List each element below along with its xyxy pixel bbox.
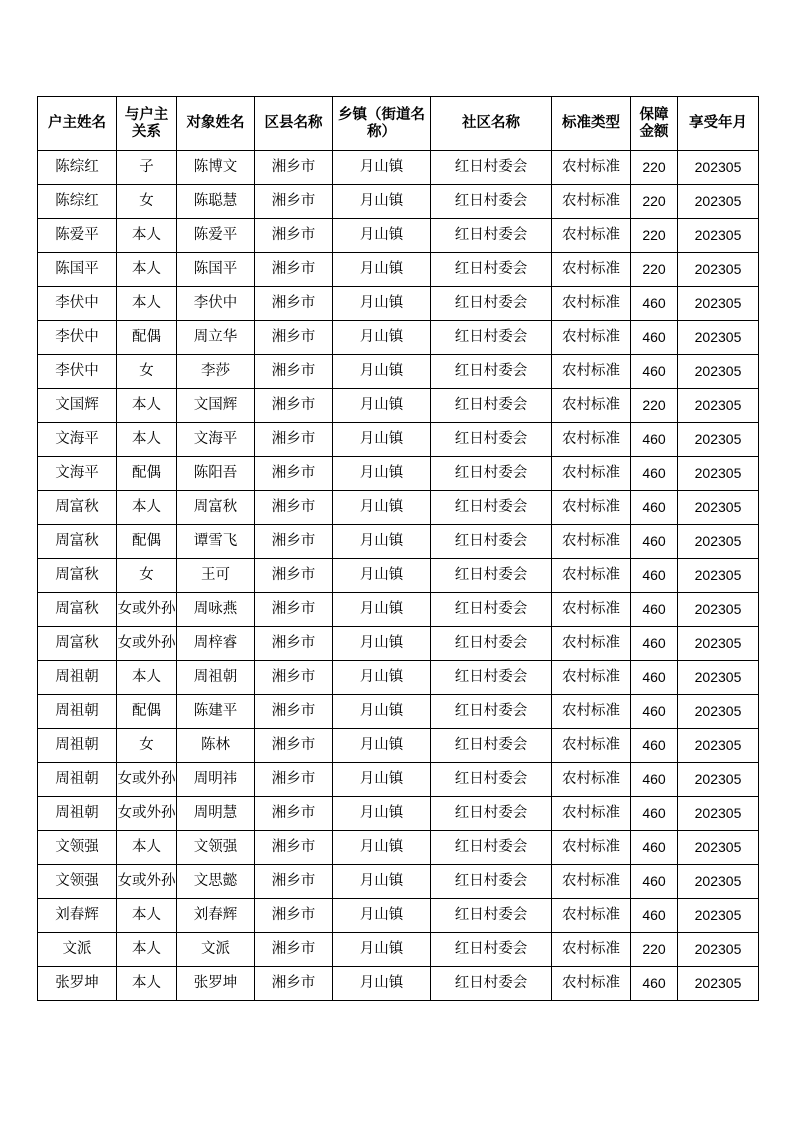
cell-period: 202305	[678, 559, 759, 593]
cell-community: 红日村委会	[431, 355, 552, 389]
cell-subject-name: 周明祎	[177, 763, 255, 797]
cell-community: 红日村委会	[431, 525, 552, 559]
cell-household-head: 周祖朝	[38, 763, 117, 797]
cell-relation: 本人	[117, 389, 177, 423]
cell-subject-name: 张罗坤	[177, 967, 255, 1001]
cell-county: 湘乡市	[255, 933, 333, 967]
table-row	[38, 185, 759, 219]
table-row	[38, 593, 759, 627]
cell-community: 红日村委会	[431, 763, 552, 797]
cell-subject-name: 陈阳吾	[177, 457, 255, 491]
cell-county: 湘乡市	[255, 967, 333, 1001]
cell-amount: 460	[631, 695, 678, 729]
header-county: 区县名称	[255, 97, 333, 151]
table-row	[38, 423, 759, 457]
cell-period: 202305	[678, 525, 759, 559]
cell-household-head: 周富秋	[38, 627, 117, 661]
cell-subject-name: 李莎	[177, 355, 255, 389]
header-standard-type: 标准类型	[552, 97, 631, 151]
table-row	[38, 729, 759, 763]
cell-subject-name: 文海平	[177, 423, 255, 457]
cell-township: 月山镇	[333, 627, 431, 661]
table-row	[38, 219, 759, 253]
cell-standard-type: 农村标准	[552, 661, 631, 695]
cell-period: 202305	[678, 389, 759, 423]
cell-household-head: 周富秋	[38, 559, 117, 593]
cell-relation: 配偶	[117, 457, 177, 491]
cell-household-head: 陈综红	[38, 185, 117, 219]
cell-period: 202305	[678, 933, 759, 967]
cell-period: 202305	[678, 253, 759, 287]
cell-standard-type: 农村标准	[552, 253, 631, 287]
table-row	[38, 899, 759, 933]
cell-amount: 460	[631, 899, 678, 933]
cell-household-head: 周祖朝	[38, 661, 117, 695]
cell-relation: 本人	[117, 219, 177, 253]
cell-standard-type: 农村标准	[552, 151, 631, 185]
table-row	[38, 661, 759, 695]
cell-county: 湘乡市	[255, 219, 333, 253]
cell-amount: 460	[631, 423, 678, 457]
cell-amount: 460	[631, 661, 678, 695]
header-row	[38, 97, 759, 151]
cell-subject-name: 文思懿	[177, 865, 255, 899]
cell-township: 月山镇	[333, 219, 431, 253]
cell-community: 红日村委会	[431, 491, 552, 525]
cell-relation: 本人	[117, 491, 177, 525]
cell-township: 月山镇	[333, 457, 431, 491]
cell-household-head: 文领强	[38, 831, 117, 865]
cell-household-head: 李伏中	[38, 287, 117, 321]
cell-community: 红日村委会	[431, 423, 552, 457]
cell-township: 月山镇	[333, 797, 431, 831]
cell-standard-type: 农村标准	[552, 321, 631, 355]
cell-community: 红日村委会	[431, 559, 552, 593]
cell-subject-name: 文领强	[177, 831, 255, 865]
cell-county: 湘乡市	[255, 559, 333, 593]
cell-amount: 220	[631, 151, 678, 185]
cell-county: 湘乡市	[255, 389, 333, 423]
table-row	[38, 865, 759, 899]
cell-county: 湘乡市	[255, 729, 333, 763]
cell-household-head: 文国辉	[38, 389, 117, 423]
cell-county: 湘乡市	[255, 321, 333, 355]
cell-period: 202305	[678, 899, 759, 933]
table-row	[38, 389, 759, 423]
table-row	[38, 287, 759, 321]
cell-period: 202305	[678, 491, 759, 525]
header-amount: 保障金额	[631, 97, 678, 151]
cell-community: 红日村委会	[431, 593, 552, 627]
cell-relation: 配偶	[117, 321, 177, 355]
table-row	[38, 355, 759, 389]
cell-period: 202305	[678, 219, 759, 253]
table-row	[38, 695, 759, 729]
subsidy-roster-table	[37, 96, 759, 1001]
cell-county: 湘乡市	[255, 287, 333, 321]
cell-township: 月山镇	[333, 831, 431, 865]
cell-standard-type: 农村标准	[552, 933, 631, 967]
cell-standard-type: 农村标准	[552, 967, 631, 1001]
cell-relation: 本人	[117, 423, 177, 457]
cell-township: 月山镇	[333, 423, 431, 457]
cell-relation: 女或外孙	[117, 797, 177, 831]
table-row	[38, 491, 759, 525]
cell-period: 202305	[678, 695, 759, 729]
cell-relation: 配偶	[117, 695, 177, 729]
cell-relation: 子	[117, 151, 177, 185]
cell-community: 红日村委会	[431, 899, 552, 933]
cell-period: 202305	[678, 661, 759, 695]
cell-subject-name: 文派	[177, 933, 255, 967]
cell-township: 月山镇	[333, 661, 431, 695]
cell-period: 202305	[678, 797, 759, 831]
cell-household-head: 陈爱平	[38, 219, 117, 253]
cell-household-head: 文领强	[38, 865, 117, 899]
cell-county: 湘乡市	[255, 457, 333, 491]
cell-period: 202305	[678, 321, 759, 355]
cell-relation: 本人	[117, 899, 177, 933]
cell-community: 红日村委会	[431, 389, 552, 423]
cell-township: 月山镇	[333, 287, 431, 321]
cell-household-head: 周祖朝	[38, 695, 117, 729]
cell-county: 湘乡市	[255, 151, 333, 185]
cell-period: 202305	[678, 355, 759, 389]
cell-subject-name: 周明慧	[177, 797, 255, 831]
cell-relation: 女或外孙	[117, 593, 177, 627]
cell-subject-name: 陈聪慧	[177, 185, 255, 219]
cell-amount: 460	[631, 287, 678, 321]
cell-community: 红日村委会	[431, 151, 552, 185]
cell-community: 红日村委会	[431, 831, 552, 865]
cell-subject-name: 陈博文	[177, 151, 255, 185]
cell-county: 湘乡市	[255, 355, 333, 389]
cell-township: 月山镇	[333, 967, 431, 1001]
cell-subject-name: 陈爱平	[177, 219, 255, 253]
cell-amount: 460	[631, 831, 678, 865]
cell-township: 月山镇	[333, 729, 431, 763]
cell-relation: 女或外孙	[117, 627, 177, 661]
cell-household-head: 周富秋	[38, 491, 117, 525]
cell-relation: 本人	[117, 933, 177, 967]
cell-community: 红日村委会	[431, 321, 552, 355]
cell-subject-name: 周梓睿	[177, 627, 255, 661]
cell-amount: 460	[631, 525, 678, 559]
cell-standard-type: 农村标准	[552, 355, 631, 389]
cell-household-head: 李伏中	[38, 321, 117, 355]
cell-standard-type: 农村标准	[552, 831, 631, 865]
cell-household-head: 陈国平	[38, 253, 117, 287]
cell-county: 湘乡市	[255, 865, 333, 899]
cell-community: 红日村委会	[431, 457, 552, 491]
cell-standard-type: 农村标准	[552, 559, 631, 593]
cell-household-head: 周祖朝	[38, 729, 117, 763]
cell-county: 湘乡市	[255, 525, 333, 559]
cell-period: 202305	[678, 831, 759, 865]
cell-relation: 女或外孙	[117, 865, 177, 899]
cell-relation: 女	[117, 185, 177, 219]
cell-standard-type: 农村标准	[552, 899, 631, 933]
cell-township: 月山镇	[333, 695, 431, 729]
cell-standard-type: 农村标准	[552, 457, 631, 491]
cell-county: 湘乡市	[255, 185, 333, 219]
table-row	[38, 525, 759, 559]
cell-county: 湘乡市	[255, 491, 333, 525]
cell-township: 月山镇	[333, 253, 431, 287]
cell-relation: 本人	[117, 967, 177, 1001]
cell-community: 红日村委会	[431, 797, 552, 831]
cell-county: 湘乡市	[255, 831, 333, 865]
cell-township: 月山镇	[333, 355, 431, 389]
cell-community: 红日村委会	[431, 627, 552, 661]
header-community: 社区名称	[431, 97, 552, 151]
cell-amount: 460	[631, 763, 678, 797]
cell-amount: 460	[631, 865, 678, 899]
cell-period: 202305	[678, 763, 759, 797]
cell-period: 202305	[678, 627, 759, 661]
header-relation: 与户主关系	[117, 97, 177, 151]
cell-subject-name: 周立华	[177, 321, 255, 355]
cell-household-head: 文派	[38, 933, 117, 967]
cell-township: 月山镇	[333, 321, 431, 355]
cell-county: 湘乡市	[255, 763, 333, 797]
cell-subject-name: 陈国平	[177, 253, 255, 287]
cell-subject-name: 刘春辉	[177, 899, 255, 933]
cell-subject-name: 周祖朝	[177, 661, 255, 695]
cell-township: 月山镇	[333, 899, 431, 933]
cell-standard-type: 农村标准	[552, 525, 631, 559]
cell-period: 202305	[678, 729, 759, 763]
cell-standard-type: 农村标准	[552, 695, 631, 729]
cell-household-head: 李伏中	[38, 355, 117, 389]
cell-standard-type: 农村标准	[552, 423, 631, 457]
cell-relation: 本人	[117, 253, 177, 287]
cell-township: 月山镇	[333, 865, 431, 899]
header-township: 乡镇（街道名称）	[333, 97, 431, 151]
cell-community: 红日村委会	[431, 729, 552, 763]
cell-subject-name: 周富秋	[177, 491, 255, 525]
cell-standard-type: 农村标准	[552, 763, 631, 797]
cell-relation: 女	[117, 559, 177, 593]
cell-subject-name: 王可	[177, 559, 255, 593]
cell-relation: 本人	[117, 287, 177, 321]
cell-community: 红日村委会	[431, 933, 552, 967]
cell-township: 月山镇	[333, 593, 431, 627]
table-row	[38, 627, 759, 661]
cell-standard-type: 农村标准	[552, 491, 631, 525]
cell-standard-type: 农村标准	[552, 287, 631, 321]
cell-standard-type: 农村标准	[552, 865, 631, 899]
cell-amount: 460	[631, 491, 678, 525]
header-period: 享受年月	[678, 97, 759, 151]
cell-county: 湘乡市	[255, 627, 333, 661]
cell-subject-name: 谭雪飞	[177, 525, 255, 559]
cell-county: 湘乡市	[255, 661, 333, 695]
cell-amount: 460	[631, 593, 678, 627]
cell-amount: 460	[631, 559, 678, 593]
cell-relation: 本人	[117, 831, 177, 865]
cell-community: 红日村委会	[431, 219, 552, 253]
cell-relation: 女	[117, 729, 177, 763]
cell-township: 月山镇	[333, 491, 431, 525]
cell-period: 202305	[678, 967, 759, 1001]
cell-county: 湘乡市	[255, 695, 333, 729]
cell-amount: 220	[631, 219, 678, 253]
cell-county: 湘乡市	[255, 253, 333, 287]
cell-amount: 460	[631, 321, 678, 355]
cell-amount: 460	[631, 967, 678, 1001]
cell-subject-name: 陈林	[177, 729, 255, 763]
cell-community: 红日村委会	[431, 695, 552, 729]
cell-county: 湘乡市	[255, 423, 333, 457]
header-household-head: 户主姓名	[38, 97, 117, 151]
cell-community: 红日村委会	[431, 967, 552, 1001]
cell-household-head: 刘春辉	[38, 899, 117, 933]
cell-amount: 220	[631, 933, 678, 967]
cell-subject-name: 文国辉	[177, 389, 255, 423]
cell-period: 202305	[678, 185, 759, 219]
cell-period: 202305	[678, 287, 759, 321]
cell-standard-type: 农村标准	[552, 729, 631, 763]
cell-township: 月山镇	[333, 763, 431, 797]
cell-county: 湘乡市	[255, 593, 333, 627]
cell-amount: 460	[631, 797, 678, 831]
header-subject-name: 对象姓名	[177, 97, 255, 151]
cell-community: 红日村委会	[431, 253, 552, 287]
cell-household-head: 周祖朝	[38, 797, 117, 831]
cell-township: 月山镇	[333, 525, 431, 559]
cell-period: 202305	[678, 865, 759, 899]
cell-county: 湘乡市	[255, 797, 333, 831]
cell-subject-name: 李伏中	[177, 287, 255, 321]
cell-community: 红日村委会	[431, 661, 552, 695]
cell-household-head: 陈综红	[38, 151, 117, 185]
cell-amount: 220	[631, 253, 678, 287]
cell-standard-type: 农村标准	[552, 185, 631, 219]
cell-township: 月山镇	[333, 185, 431, 219]
cell-community: 红日村委会	[431, 287, 552, 321]
table-row	[38, 831, 759, 865]
cell-household-head: 张罗坤	[38, 967, 117, 1001]
cell-standard-type: 农村标准	[552, 389, 631, 423]
cell-household-head: 周富秋	[38, 593, 117, 627]
cell-amount: 460	[631, 355, 678, 389]
table-row	[38, 559, 759, 593]
table-row	[38, 151, 759, 185]
cell-township: 月山镇	[333, 389, 431, 423]
cell-standard-type: 农村标准	[552, 627, 631, 661]
cell-amount: 460	[631, 457, 678, 491]
cell-amount: 220	[631, 185, 678, 219]
cell-household-head: 文海平	[38, 457, 117, 491]
cell-period: 202305	[678, 151, 759, 185]
cell-township: 月山镇	[333, 151, 431, 185]
cell-period: 202305	[678, 593, 759, 627]
cell-subject-name: 周咏燕	[177, 593, 255, 627]
table-row	[38, 797, 759, 831]
cell-county: 湘乡市	[255, 899, 333, 933]
cell-subject-name: 陈建平	[177, 695, 255, 729]
table-body	[38, 151, 759, 1001]
cell-household-head: 周富秋	[38, 525, 117, 559]
cell-community: 红日村委会	[431, 865, 552, 899]
cell-amount: 220	[631, 389, 678, 423]
table-row	[38, 253, 759, 287]
table-row	[38, 457, 759, 491]
cell-township: 月山镇	[333, 559, 431, 593]
cell-household-head: 文海平	[38, 423, 117, 457]
cell-standard-type: 农村标准	[552, 593, 631, 627]
cell-community: 红日村委会	[431, 185, 552, 219]
table-row	[38, 763, 759, 797]
table-row	[38, 967, 759, 1001]
cell-amount: 460	[631, 729, 678, 763]
cell-relation: 本人	[117, 661, 177, 695]
cell-relation: 女	[117, 355, 177, 389]
cell-amount: 460	[631, 627, 678, 661]
cell-period: 202305	[678, 423, 759, 457]
table-row	[38, 933, 759, 967]
cell-relation: 配偶	[117, 525, 177, 559]
cell-period: 202305	[678, 457, 759, 491]
cell-standard-type: 农村标准	[552, 219, 631, 253]
cell-relation: 女或外孙	[117, 763, 177, 797]
table-row	[38, 321, 759, 355]
cell-township: 月山镇	[333, 933, 431, 967]
table-header	[38, 97, 759, 151]
cell-standard-type: 农村标准	[552, 797, 631, 831]
